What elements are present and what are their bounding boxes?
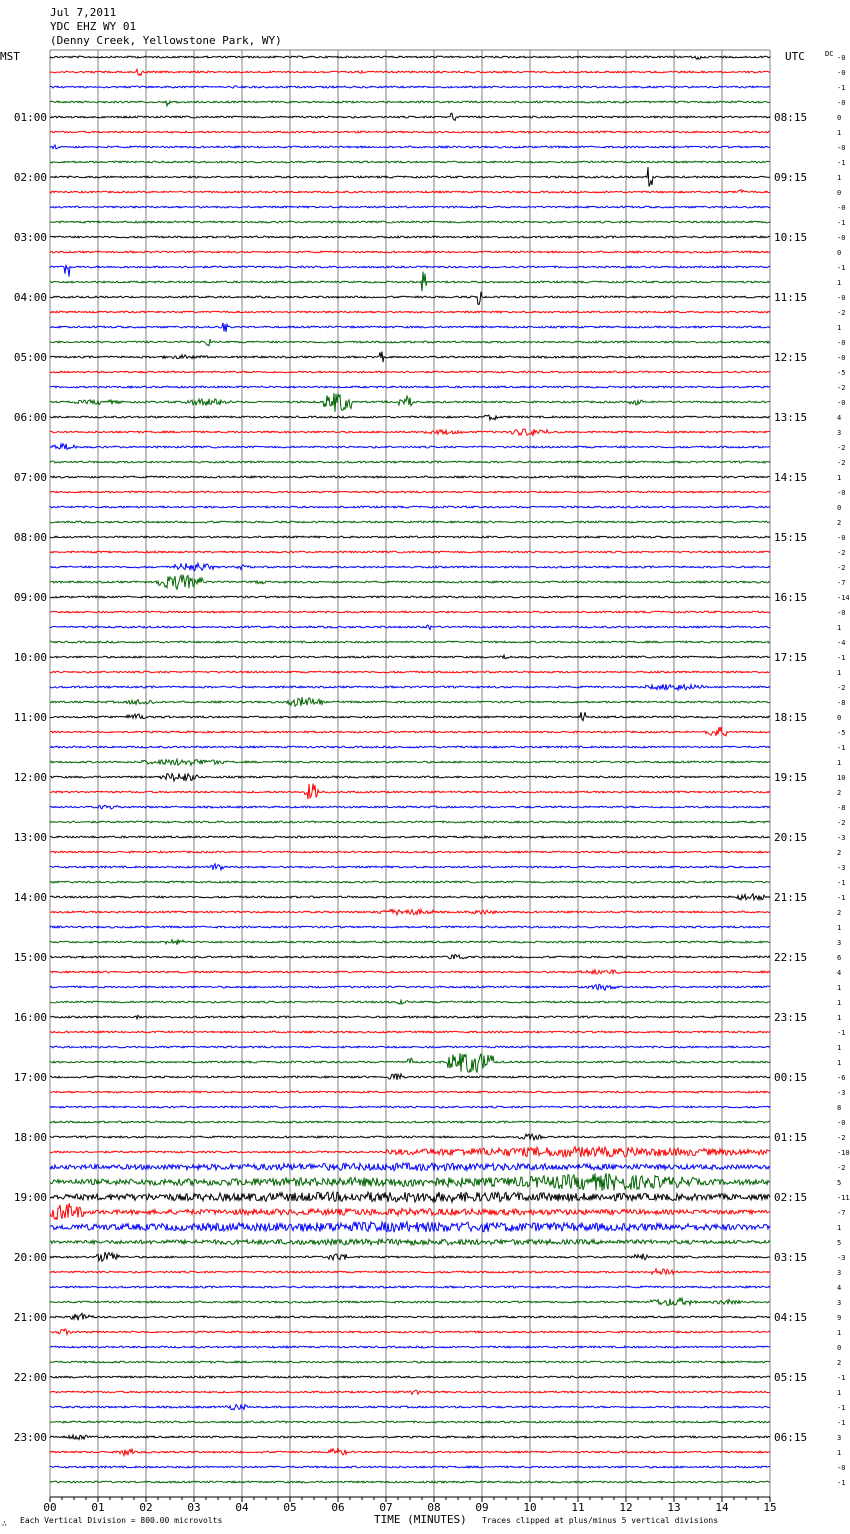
right-hour-label: 00:15 [774,1071,808,1084]
x-tick-label: 08 [427,1501,441,1514]
trace-red [50,851,770,853]
dc-offset-label: -8 [837,699,846,707]
trace-green [50,272,770,292]
dc-offset-label: 0 [837,504,842,512]
dc-offset-label: 10 [837,774,846,782]
left-hour-label: 18:00 [13,1131,47,1144]
x-tick-label: 09 [475,1501,489,1514]
trace-blue [50,323,770,332]
right-hour-label: 19:15 [774,771,808,784]
dc-offset-label: 0 [837,114,842,122]
left-hour-label: 07:00 [13,471,47,484]
trace-green [50,881,770,883]
x-tick-label: 12 [619,1501,633,1514]
right-hour-label: 08:15 [774,111,808,124]
dc-offset-label: 9 [837,1314,842,1322]
left-hour-label: 23:00 [13,1431,47,1444]
right-hour-label: 10:15 [774,231,808,244]
dc-offset-label: 3 [837,1434,842,1442]
dc-offset-label: 0 [837,189,842,197]
trace-red [50,131,770,133]
trace-black [50,292,770,305]
dc-offset-label: 1 [837,669,842,677]
dc-offset-label: -0 [837,609,846,617]
trace-black [50,352,770,363]
dc-offset-label: -1 [837,264,846,272]
trace-blue [50,684,770,690]
dc-offset-label: 1 [837,1224,842,1232]
dc-offset-label: -0 [837,294,846,302]
trace-green [50,821,770,823]
header-station: YDC EHZ WY 01 [50,20,137,33]
dc-offset-label: -0 [837,144,846,152]
dc-offset-label: -7 [837,1209,846,1217]
left-hour-label: 04:00 [13,291,47,304]
trace-blue [50,625,770,630]
x-axis-title: TIME (MINUTES) [374,1513,467,1526]
trace-red [50,190,770,193]
left-hour-label: 20:00 [13,1251,47,1264]
dc-offset-label: -0 [837,489,846,497]
right-hour-label: 11:15 [774,291,808,304]
trace-black [50,415,770,420]
trace-red [50,551,770,553]
trace-green [50,461,770,463]
x-tick-label: 02 [139,1501,153,1514]
trace-black [50,955,770,960]
trace-black [50,655,770,659]
right-hour-label: 05:15 [774,1371,808,1384]
dc-offset-label: -6 [837,1074,846,1082]
dc-label: DC [825,50,834,58]
left-hour-label: 17:00 [13,1071,47,1084]
trace-black [50,836,770,838]
dc-offset-label: 4 [837,1284,842,1292]
dc-offset-label: -1 [837,894,846,902]
dc-offset-label: 1 [837,279,842,287]
dc-offset-label: 1 [837,324,842,332]
dc-offset-label: 2 [837,849,842,857]
right-hour-label: 03:15 [774,1251,808,1264]
trace-red [50,784,770,800]
dc-offset-label: -4 [837,639,846,647]
trace-red [50,1390,770,1394]
right-hour-label: 15:15 [774,531,808,544]
trace-blue [50,805,770,809]
trace-red [50,727,770,736]
trace-red [50,69,770,75]
dc-offset-label: 4 [837,969,842,977]
dc-offset-label: -5 [837,729,846,737]
left-hour-label: 11:00 [13,711,47,724]
right-hour-label: 04:15 [774,1311,808,1324]
left-hour-label: 09:00 [13,591,47,604]
trace-green [50,697,770,706]
dc-offset-label: -1 [837,1419,846,1427]
x-tick-label: 14 [715,1501,729,1514]
dc-offset-label: 1 [837,1059,842,1067]
right-hour-label: 02:15 [774,1191,808,1204]
trace-red [50,491,770,493]
dc-offset-label: -0 [837,234,846,242]
trace-blue [50,926,770,928]
scale-note: Each Vertical Division = 800.00 microvolts [20,1516,223,1525]
dc-offset-label: -3 [837,864,846,872]
dc-offset-label: 5 [837,1239,842,1247]
dc-offset-label: -0 [837,69,846,77]
dc-offset-label: 2 [837,909,842,917]
trace-blue [50,1106,770,1108]
x-tick-label: 05 [283,1501,297,1514]
dc-offset-label: 5 [837,1179,842,1187]
dc-offset-label: 0 [837,249,842,257]
right-hour-label: 20:15 [774,831,808,844]
trace-green [50,1121,770,1123]
x-tick-label: 06 [331,1501,345,1514]
dc-offset-label: -0 [837,354,846,362]
trace-black [50,774,770,782]
dc-offset-label: 3 [837,1269,842,1277]
trace-blue [50,1046,770,1048]
dc-offset-label: -2 [837,1134,846,1142]
trace-blue [50,1466,770,1468]
left-hour-label: 08:00 [13,531,47,544]
right-hour-label: 06:15 [774,1431,808,1444]
x-tick-label: 07 [379,1501,393,1514]
trace-green [50,101,770,106]
trace-red [50,611,770,613]
left-hour-label: 21:00 [13,1311,47,1324]
trace-green [50,1421,770,1423]
trace-blue [50,86,770,88]
trace-green [50,161,770,163]
dc-offset-label: -10 [837,1149,850,1157]
dc-offset-label: 1 [837,174,842,182]
trace-black [50,113,770,120]
dc-offset-label: 1 [837,999,842,1007]
right-hour-label: 17:15 [774,651,808,664]
trace-green [50,1053,770,1073]
trace-green [50,940,770,945]
dc-offset-label: 3 [837,1299,842,1307]
dc-offset-label: -2 [837,684,846,692]
dc-offset-label: 1 [837,924,842,932]
trace-black [50,1376,770,1378]
dc-offset-label: -1 [837,1374,846,1382]
right-hour-label: 09:15 [774,171,808,184]
trace-red [50,671,770,673]
dc-offset-label: -0 [837,1119,846,1127]
trace-red [50,1203,770,1220]
corner-mark: ∴ [2,1519,7,1528]
trace-black [50,1015,770,1019]
right-hour-label: 12:15 [774,351,808,364]
x-tick-label: 01 [91,1501,105,1514]
trace-blue [50,386,770,388]
trace-green [50,575,770,589]
trace-red [50,970,770,974]
header-location: (Denny Creek, Yellowstone Park, WY) [50,34,282,47]
trace-black [50,536,770,538]
trace-red [50,1269,770,1274]
right-timezone-label: UTC [785,50,805,63]
dc-offset-label: 3 [837,939,842,947]
trace-red [50,251,770,253]
trace-green [50,221,770,223]
left-hour-label: 06:00 [13,411,47,424]
dc-offset-label: 1 [837,984,842,992]
dc-offset-label: -1 [837,1404,846,1412]
trace-black [50,476,770,478]
dc-offset-label: 1 [837,1044,842,1052]
dc-offset-label: -2 [837,819,846,827]
trace-green [50,1361,770,1363]
trace-red [50,1147,770,1158]
trace-blue [50,145,770,149]
trace-green [50,759,770,765]
x-tick-label: 10 [523,1501,537,1514]
dc-offset-label: 2 [837,789,842,797]
dc-offset-label: -0 [837,399,846,407]
dc-offset-label: 1 [837,1014,842,1022]
x-tick-label: 03 [187,1501,201,1514]
dc-offset-label: -1 [837,654,846,662]
left-hour-label: 01:00 [13,111,47,124]
dc-offset-label: -1 [837,1029,846,1037]
dc-offset-label: 1 [837,129,842,137]
right-hour-label: 23:15 [774,1011,808,1024]
dc-offset-label: -3 [837,1089,846,1097]
dc-offset-label: -1 [837,84,846,92]
left-hour-label: 19:00 [13,1191,47,1204]
dc-offset-label: 8 [837,1104,842,1112]
dc-offset-label: -0 [837,339,846,347]
dc-offset-label: 2 [837,1359,842,1367]
dc-offset-label: -3 [837,1254,846,1262]
trace-black [50,894,770,900]
right-hour-label: 22:15 [774,951,808,964]
trace-black [50,712,770,720]
dc-offset-label: 0 [837,714,842,722]
trace-black [50,1435,770,1439]
dc-offset-label: -1 [837,159,846,167]
trace-black [50,596,770,598]
left-hour-label: 22:00 [13,1371,47,1384]
right-hour-label: 21:15 [774,891,808,904]
trace-black [50,1074,770,1080]
left-hour-label: 05:00 [13,351,47,364]
dc-offset-label: 0 [837,1344,842,1352]
dc-offset-label: -8 [837,804,846,812]
dc-offset-label: 2 [837,519,842,527]
trace-green [50,393,770,412]
trace-black [50,1252,770,1261]
left-hour-label: 14:00 [13,891,47,904]
dc-offset-label: 1 [837,1449,842,1457]
dc-offset-label: -2 [837,384,846,392]
x-tick-label: 11 [571,1501,585,1514]
dc-offset-label: -0 [837,99,846,107]
dc-offset-label: 1 [837,1389,842,1397]
trace-blue [50,864,770,870]
right-hour-label: 14:15 [774,471,808,484]
left-hour-label: 10:00 [13,651,47,664]
dc-offset-label: 4 [837,414,842,422]
trace-green [50,521,770,523]
trace-blue [50,1405,770,1410]
right-hour-label: 01:15 [774,1131,808,1144]
x-tick-label: 13 [667,1501,681,1514]
dc-offset-label: -1 [837,879,846,887]
dc-offset-label: 1 [837,759,842,767]
dc-offset-label: -14 [837,594,850,602]
dc-offset-label: 3 [837,429,842,437]
left-hour-label: 15:00 [13,951,47,964]
dc-offset-label: -11 [837,1194,850,1202]
dc-offset-label: -0 [837,204,846,212]
dc-offset-label: 6 [837,954,842,962]
x-tick-label: 15 [763,1501,777,1514]
trace-blue [50,444,770,450]
trace-red [50,1329,770,1335]
dc-offset-label: -0 [837,54,846,62]
trace-red [50,1031,770,1033]
trace-red [50,1448,770,1456]
left-hour-label: 13:00 [13,831,47,844]
left-timezone-label: MST [0,50,20,63]
dc-offset-label: -5 [837,369,846,377]
trace-blue [50,265,770,277]
left-hour-label: 03:00 [13,231,47,244]
x-tick-label: 00 [43,1501,57,1514]
trace-blue [50,1163,770,1171]
left-hour-label: 02:00 [13,171,47,184]
left-hour-label: 16:00 [13,1011,47,1024]
trace-red [50,311,770,313]
trace-blue [50,746,770,748]
trace-blue [50,563,770,571]
dc-offset-label: 1 [837,624,842,632]
trace-blue [50,506,770,508]
trace-black [50,1313,770,1320]
trace-black [50,1134,770,1140]
header-date: Jul 7,2011 [50,6,117,19]
trace-red [50,1091,770,1093]
trace-black [50,236,770,238]
trace-blue [50,1286,770,1288]
dc-offset-label: -1 [837,219,846,227]
dc-offset-label: -1 [837,1479,846,1487]
trace-blue [50,984,770,990]
clip-note: Traces clipped at plus/minus 5 vertical divisions [482,1516,719,1525]
dc-offset-label: 1 [837,474,842,482]
dc-offset-label: -0 [837,534,846,542]
dc-offset-label: -2 [837,564,846,572]
trace-layer [50,56,770,1483]
trace-blue [50,206,770,208]
right-hour-label: 13:15 [774,411,808,424]
trace-green [50,339,770,346]
dc-offset-label: 1 [837,1329,842,1337]
dc-offset-label: -2 [837,549,846,557]
dc-offset-label: -1 [837,744,846,752]
trace-green [50,1481,770,1483]
trace-green [50,1239,770,1245]
trace-red [50,909,770,915]
trace-black [50,167,770,186]
trace-green [50,641,770,643]
x-tick-label: 04 [235,1501,249,1514]
dc-offset-label: -0 [837,1464,846,1472]
right-hour-label: 18:15 [774,711,808,724]
trace-red [50,429,770,436]
trace-blue [50,1222,770,1232]
dc-offset-label: -7 [837,579,846,587]
left-hour-label: 12:00 [13,771,47,784]
trace-blue [50,1346,770,1348]
trace-green [50,1000,770,1004]
trace-black [50,1192,770,1202]
dc-offset-label: -2 [837,444,846,452]
dc-offset-label: -2 [837,1164,846,1172]
dc-offset-label: -2 [837,309,846,317]
dc-offset-label: -3 [837,834,846,842]
trace-red [50,371,770,373]
label-layer [14,54,850,1514]
trace-green [50,1298,770,1305]
dc-offset-label: -2 [837,459,846,467]
trace-green [50,1173,770,1191]
right-hour-label: 16:15 [774,591,808,604]
trace-black [50,56,770,59]
